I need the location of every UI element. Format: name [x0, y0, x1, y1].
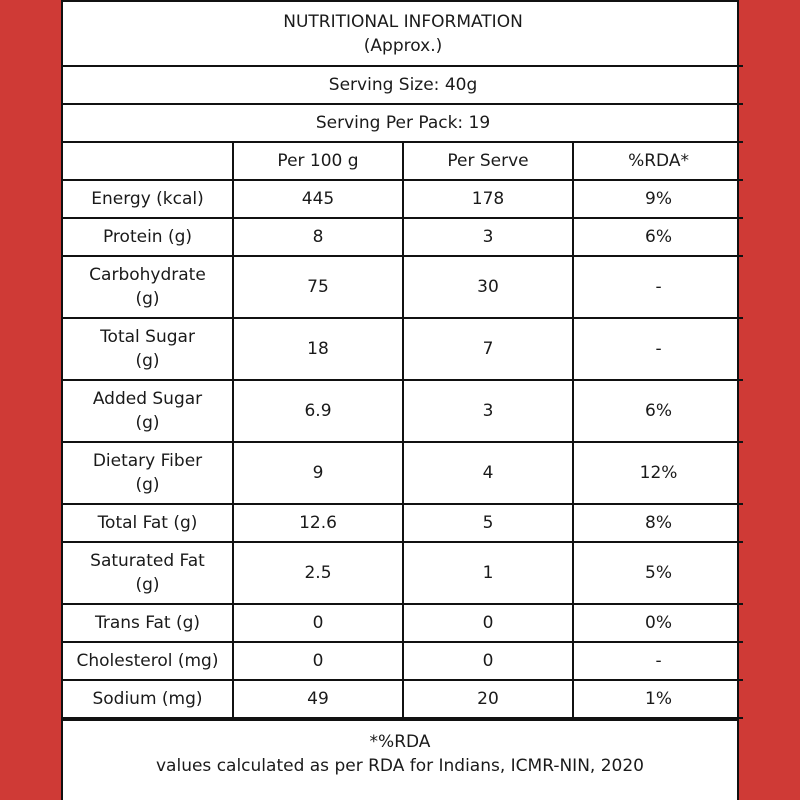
rda-value: 9% [573, 180, 743, 218]
per-serve-value: 20 [403, 680, 573, 718]
nutrient-name-line: Trans Fat (g) [94, 613, 201, 633]
per-100g-value: 49 [233, 680, 403, 718]
nutrition-label-panel [61, 0, 739, 800]
servings-per-pack: Serving Per Pack: 19 [63, 104, 743, 142]
per-serve-value: 30 [403, 256, 573, 318]
per-100g-value: 8 [233, 218, 403, 256]
column-header-row [63, 142, 743, 180]
per-serve-value: 5 [403, 504, 573, 542]
rda-value: 12% [573, 442, 743, 504]
nutrient-name [63, 380, 233, 442]
rda-value: 0% [573, 604, 743, 642]
table-row [63, 380, 743, 442]
table-row [63, 180, 743, 218]
label-subtitle: (Approx.) [363, 35, 443, 56]
column-header-per-100g: Per 100 g [233, 142, 403, 180]
title-cell [63, 2, 743, 66]
rda-value: 6% [573, 380, 743, 442]
per-100g-value: 6.9 [233, 380, 403, 442]
table-row [63, 604, 743, 642]
per-serve-value: 0 [403, 642, 573, 680]
footnote [63, 719, 737, 778]
nutrient-name [63, 442, 233, 504]
table-row [63, 542, 743, 604]
nutrient-name-line: Protein (g) [102, 227, 193, 247]
per-100g-value: 0 [233, 642, 403, 680]
per-serve-value: 178 [403, 180, 573, 218]
nutrient-name [63, 318, 233, 380]
per-serve-value: 1 [403, 542, 573, 604]
per-100g-value: 12.6 [233, 504, 403, 542]
nutrient-name-line: Cholesterol (mg) [76, 651, 219, 671]
nutrient-name [63, 604, 233, 642]
nutrient-name-line: Dietary Fiber [92, 451, 203, 471]
table-row [63, 218, 743, 256]
table-row [63, 256, 743, 318]
nutrient-name-line: Total Sugar [100, 327, 195, 347]
nutrient-name [63, 642, 233, 680]
serving-size: Serving Size: 40g [63, 66, 743, 104]
per-100g-value: 9 [233, 442, 403, 504]
column-header-per-serve: Per Serve [403, 142, 573, 180]
table-row [63, 642, 743, 680]
nutrient-name [63, 542, 233, 604]
nutrient-name-line: (g) [135, 289, 160, 309]
per-serve-value: 3 [403, 218, 573, 256]
nutrition-table [63, 2, 743, 719]
per-100g-value: 75 [233, 256, 403, 318]
nutrient-name-line: (g) [135, 575, 160, 595]
per-100g-value: 2.5 [233, 542, 403, 604]
table-row [63, 318, 743, 380]
nutrient-name-line: Carbohydrate [89, 265, 206, 285]
nutrient-name-line: Added Sugar [92, 389, 203, 409]
rda-value: 5% [573, 542, 743, 604]
title-row [63, 2, 743, 66]
column-header-nutrient [63, 142, 233, 180]
footnote-marker: *%RDA [369, 732, 431, 752]
nutrient-name-line: (g) [135, 413, 160, 433]
table-row [63, 442, 743, 504]
per-serve-value: 4 [403, 442, 573, 504]
rda-value: - [573, 318, 743, 380]
per-serve-value: 7 [403, 318, 573, 380]
table-row [63, 504, 743, 542]
footnote-text: values calculated as per RDA for Indians, ICMR-NIN, 2020 [156, 756, 644, 776]
rda-value: - [573, 256, 743, 318]
nutrient-name-line: Energy (kcal) [91, 189, 204, 209]
rda-value: - [573, 642, 743, 680]
column-header-rda: %RDA* [573, 142, 743, 180]
nutrient-name [63, 504, 233, 542]
nutrient-name-line: (g) [135, 351, 160, 371]
nutrient-name [63, 256, 233, 318]
nutrient-name [63, 180, 233, 218]
rda-value: 6% [573, 218, 743, 256]
per-100g-value: 445 [233, 180, 403, 218]
nutrient-name-line: (g) [135, 475, 160, 495]
per-serve-value: 3 [403, 380, 573, 442]
nutrient-name-line: Total Fat (g) [97, 513, 198, 533]
nutrient-name-line: Sodium (mg) [92, 689, 203, 709]
per-100g-value: 0 [233, 604, 403, 642]
nutrient-name-line: Saturated Fat [90, 551, 205, 571]
per-serve-value: 0 [403, 604, 573, 642]
servings-per-pack-row [63, 104, 743, 142]
nutrient-name [63, 218, 233, 256]
rda-value: 1% [573, 680, 743, 718]
per-100g-value: 18 [233, 318, 403, 380]
rda-value: 8% [573, 504, 743, 542]
nutrient-name [63, 680, 233, 718]
table-row [63, 680, 743, 718]
serving-size-row [63, 66, 743, 104]
label-title: NUTRITIONAL INFORMATION [283, 11, 523, 32]
